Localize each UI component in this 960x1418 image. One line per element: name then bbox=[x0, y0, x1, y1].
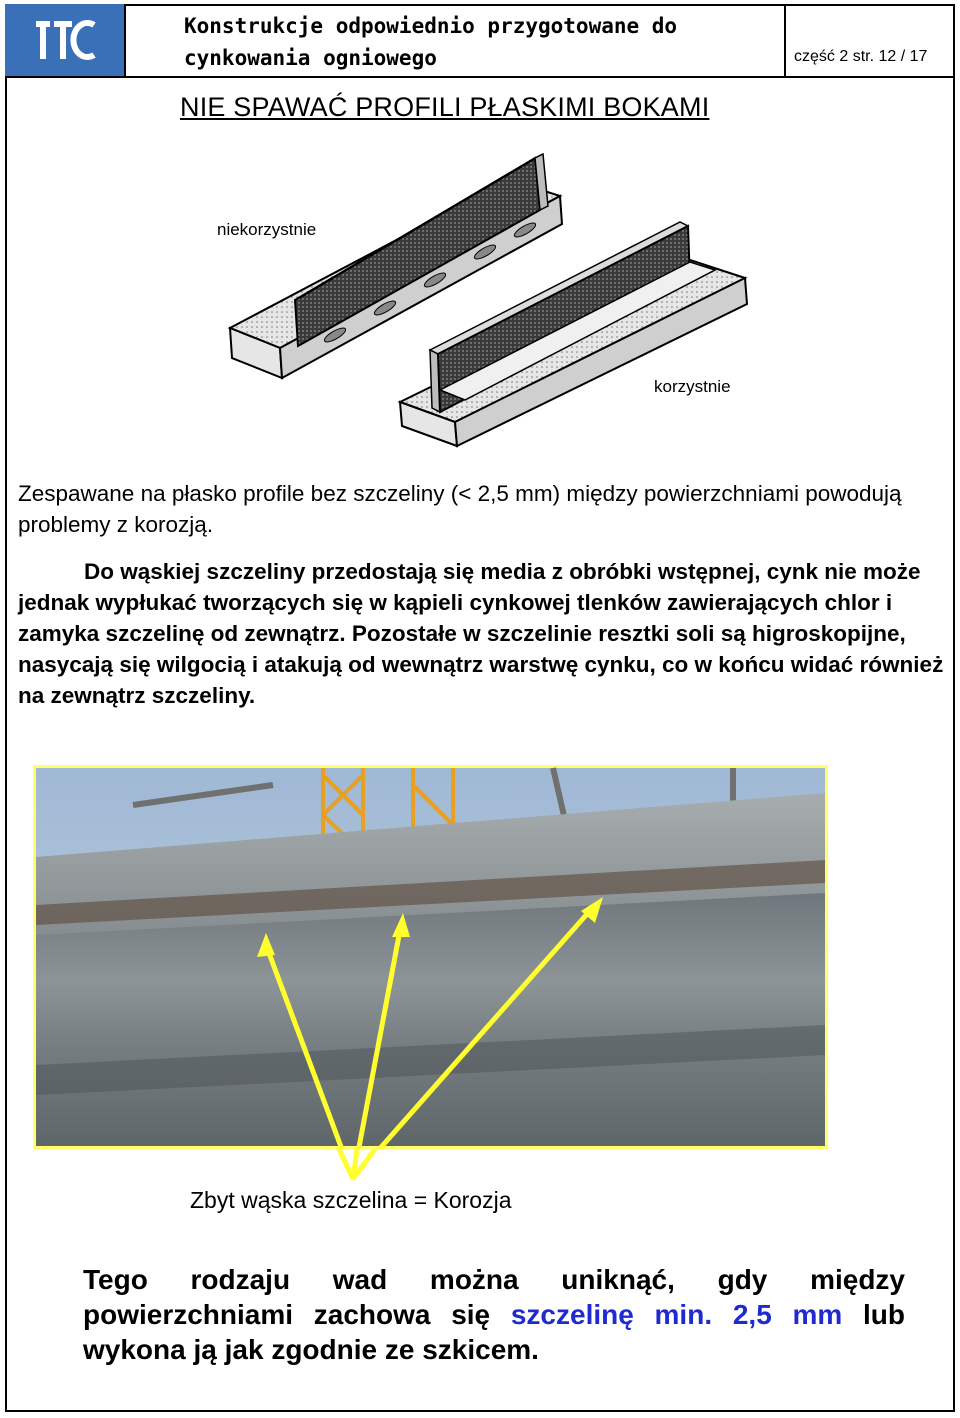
conclusion-text bbox=[83, 1262, 905, 1367]
profiles-drawing bbox=[210, 150, 770, 450]
document-title-line1: Konstrukcje odpowiednio przygotowane do bbox=[184, 14, 678, 38]
label-unfavorable: niekorzystnie bbox=[217, 220, 317, 239]
beam-web bbox=[36, 893, 825, 1146]
paragraph-explanation-text: Do wąskiej szczeliny przedostają się media z obróbki wstępnej, cynk nie może jednak wypłukać tworzących się w kąpieli cynkowej tlenków zawierających chlor i zamyka szczelinę od zewnątrz. Pozostałe w szczelinie resztki soli są higroskopijne, nasycają się wilgocią i atakują od wewnątrz warstwę cynku, co w końcu widać również na zewnątrz szczeliny. bbox=[18, 559, 944, 708]
logo-icon bbox=[30, 15, 100, 65]
conclusion-part1: Tego rodzaju wad można uniknąć, gdy między powierzchniami zachowa się bbox=[83, 1264, 905, 1330]
section-heading: NIE SPAWAĆ PROFILI PŁASKIMI BOKAMI bbox=[180, 92, 710, 122]
conclusion-part2: lub wykona ją jak zgodnie ze szkicem. bbox=[83, 1299, 906, 1365]
page-number: część 2 str. 12 / 17 bbox=[794, 48, 928, 65]
corrosion-photo bbox=[33, 765, 828, 1149]
conclusion-highlight-size: 2,5 mm bbox=[732, 1299, 843, 1330]
company-logo bbox=[5, 4, 126, 76]
document-title-line2: cynkowania ogniowego bbox=[184, 46, 437, 70]
page-header bbox=[5, 4, 955, 78]
arrow-origin bbox=[33, 1149, 393, 1189]
paragraph-explanation bbox=[18, 556, 948, 711]
label-favorable: korzystnie bbox=[654, 377, 731, 396]
photo-caption: Zbyt wąska szczelina = Korozja bbox=[190, 1187, 512, 1213]
paragraph-intro: Zespawane na płasko profile bez szczeliny (< 2,5 mm) między powierzchniami powodują problemy z korozją. bbox=[18, 481, 902, 537]
conclusion-highlight-gap: szczelinę min. bbox=[510, 1299, 713, 1330]
document-title bbox=[126, 4, 786, 76]
